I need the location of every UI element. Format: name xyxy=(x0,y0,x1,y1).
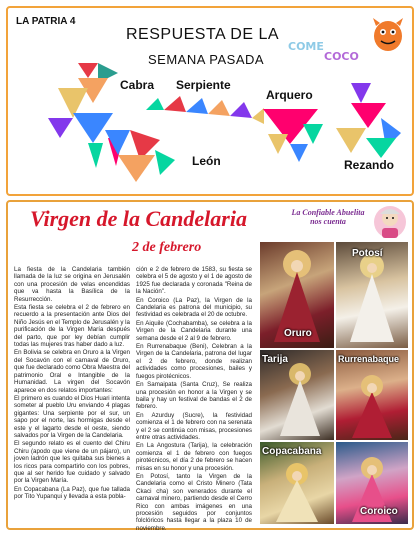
abuelita-badge xyxy=(288,208,368,226)
tangram-right-figures xyxy=(326,78,406,160)
col1-p1: La fiesta de la Candelaria también llamada de la luz se origina en Jerusalén con una procesión de velas encendidas que va hasta la Basílica de la Resurrección. xyxy=(14,266,130,303)
col2-p1: ción e 2 de febrero de 1583, su fiesta se celebra el 5 de agosto y el 1 de agosto de 1925 fue declarada y coronada "Reina de la Nación". xyxy=(136,266,252,296)
col2-p4: En Rurrenabaque (Beni), Celebran a la Virgen de la Candelaria, patrona del lugar el 2 de febrero, donde realizan actividades como procesiones, bailes y fuegos pirotécnicos. xyxy=(136,343,252,380)
col1-p6: En Copacabana (La Paz), que fue tallada por Tito Yupanqui y llevada a esta pobla- xyxy=(14,485,130,501)
badge-line1: La Confiable Abuelita xyxy=(291,208,365,217)
candelaria-article xyxy=(6,200,414,530)
col2-p2: En Coroico (La Paz), la Virgen de la Candelaria es patrona del municipio, su festividad es celebrada el 20 de octubre. xyxy=(136,296,252,319)
col2-p7: En La Angostura (Tarija), la celebración comienza el 1 de febrero con fuegos pirotécnicos, el día 2 de febrero se hacen misas en su honor y una procesión. xyxy=(136,442,252,472)
logo-coco: COCO xyxy=(324,50,359,63)
photo-coroico xyxy=(336,442,408,524)
badge-line2: nos cuenta xyxy=(310,217,346,226)
page-label: LA PATRIA 4 xyxy=(16,16,76,27)
article-subtitle: 2 de febrero xyxy=(132,240,202,255)
photo-copacabana xyxy=(260,442,334,524)
tangram-leon-figure xyxy=(100,120,180,186)
abuelita-avatar-icon xyxy=(372,204,408,240)
come-coco-logo xyxy=(286,32,408,74)
photo-tarija xyxy=(260,350,334,440)
answer-title-line1: RESPUESTA DE LA xyxy=(126,26,280,43)
tangram-arquero-figure xyxy=(258,104,328,164)
caption-potosi: Potosí xyxy=(352,248,383,259)
label-cabra: Cabra xyxy=(120,78,155,92)
label-leon: León xyxy=(192,154,221,168)
caption-rurrenabaque: Rurrenabaque xyxy=(338,354,400,364)
article-column-2 xyxy=(136,266,252,533)
caption-coroico: Coroico xyxy=(360,506,398,517)
article-title: Virgen de la Candelaria xyxy=(30,206,247,231)
col1-p3: En Bolivia se celebra en Oruro a la Virgen del Socavón con el carnaval de Oruro, que fue declarado como Obra Maestra del patrimonio Oral e Intangible de la Humanidad. La virgen del Socavón aparece en dos relatos importantes: xyxy=(14,349,130,394)
puzzle-answer-panel xyxy=(6,6,414,196)
photo-oruro xyxy=(260,242,334,348)
photo-rurrenabaque xyxy=(336,350,408,440)
col2-p6: En Azurduy (Sucre), la festividad comienza el 1 de febrero con na serenata y el 2 se continúa con misas, procesiones entre otras actividades. xyxy=(136,411,252,441)
monster-mascot-icon xyxy=(370,14,406,54)
photo-potosi xyxy=(336,242,408,348)
label-serpiente: Serpiente xyxy=(176,78,231,92)
label-arquero: Arquero xyxy=(266,88,313,102)
col1-p5: El segundo relato es el cuento del Chiru Chiru (apodo que viene de un pájaro), un joven ladrón que les quitaba sus bienes a los ricos para compartirlo con los pobres, que al ser herido fue cuidado y salvado por la Virgen María. xyxy=(14,440,130,485)
col1-p4: El primero es cuando el Dios Huari intenta someter al pueblo Uru enviando 4 plagas gigantes: Una serpiente por el sur, un sapo por el norte, las hormigas desde el este y el lagarto desde el oeste, siendo salvados por la Virgen de la Candelaria. xyxy=(14,394,130,439)
caption-copacabana: Copacabana xyxy=(262,446,322,457)
col2-p3: En Aiquile (Cochabamba), se celebra a la Virgen de la Candelaria durante una semana desde el 2 al 9 de febrero. xyxy=(136,319,252,342)
article-column-1 xyxy=(14,266,130,502)
caption-tarija: Tarija xyxy=(262,354,288,365)
col1-p2: Esta fiesta se celebra el 2 de febrero en recuerdo a la presentación ante Dios del Niño Jesús en el Templo de Jerusalén y la purificación de la Virgen María después del parto, que por ley debían cumplir todas las mujeres tras haber dado a luz. xyxy=(14,304,130,349)
col2-p5: En Samaipata (Santa Cruz), Se realiza una procesión en honor a la Virgen y se baila y hay un festival de bandas el 2 de febrero. xyxy=(136,381,252,411)
answer-title-line2: SEMANA PASADA xyxy=(148,52,265,67)
label-rezando: Rezando xyxy=(344,158,395,172)
caption-oruro: Oruro xyxy=(284,328,312,339)
logo-come: COME xyxy=(288,40,324,53)
col2-p8: En Potosí, tanto la Virgen de la Candelaria como el Cristo Minero (Tata Ckaci cha) son venerados durante el carnaval minero, partiendo desde el Cerro Rico con ambas imágenes en una procesión seguidos por conjuntos folclóricos hasta llegar a la plaza 10 de noviembre. xyxy=(136,472,252,532)
